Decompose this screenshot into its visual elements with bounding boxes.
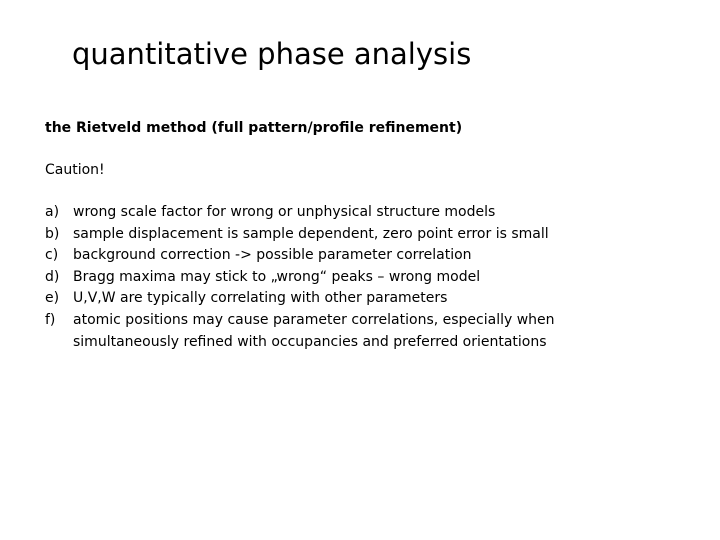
list-item-text: atomic positions may cause parameter correlations, especially when simultaneously refined with occupancies and preferred orientations xyxy=(73,311,555,350)
caution-list xyxy=(45,202,685,353)
list-item-text: background correction -> possible parameter correlation xyxy=(73,247,472,264)
list-item-text: U,V,W are typically correlating with other parameters xyxy=(73,290,448,307)
list-marker: a) xyxy=(45,204,60,220)
list-item xyxy=(45,267,685,289)
slide-subtitle: the Rietveld method (full pattern/profile refinement) xyxy=(45,120,463,136)
list-marker: d) xyxy=(45,268,60,285)
list-item xyxy=(45,202,685,224)
list-item xyxy=(45,288,685,310)
slide-title: quantitative phase analysis xyxy=(72,37,472,71)
list-marker: b) xyxy=(45,225,60,242)
list-marker: e) xyxy=(45,290,60,307)
list-marker: f) xyxy=(45,311,56,328)
list-item xyxy=(45,245,685,267)
caution-text: Caution! xyxy=(45,162,105,178)
list-item-text: wrong scale factor for wrong or unphysical structure models xyxy=(73,204,496,220)
list-item-text: Bragg maxima may stick to „wrong“ peaks – wrong model xyxy=(73,268,481,285)
list-item xyxy=(45,310,685,353)
list-item-text: sample displacement is sample dependent, zero point error is small xyxy=(73,225,549,242)
list-item xyxy=(45,224,685,246)
list-marker: c) xyxy=(45,247,59,264)
